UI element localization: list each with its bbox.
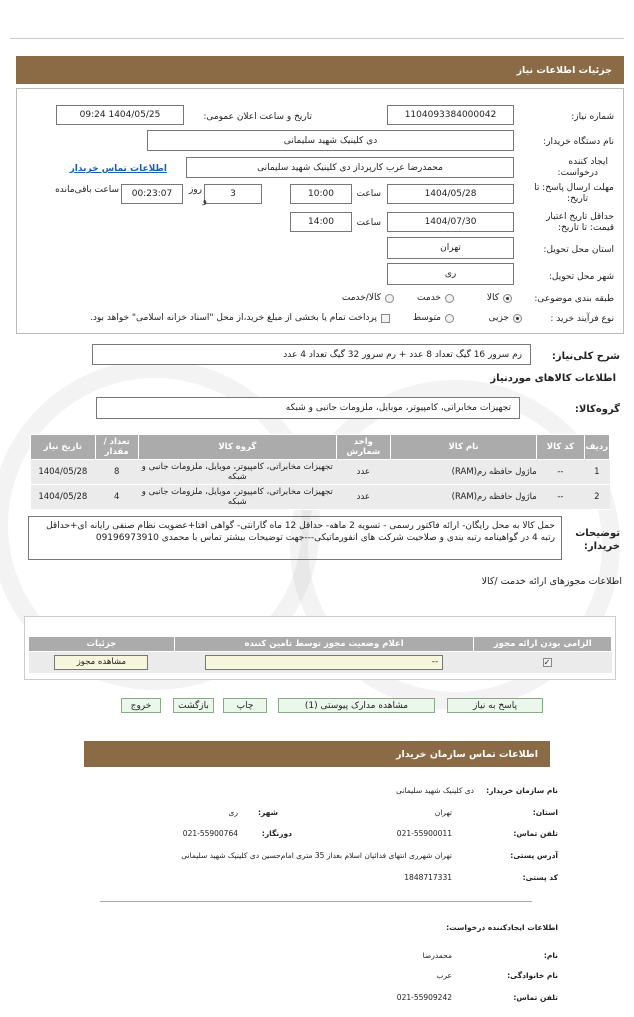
- process-option-partial-label: جزیی: [488, 313, 509, 323]
- contact-divider: [100, 901, 532, 902]
- cell-qty: 4: [95, 485, 138, 510]
- contact-city-value: ری: [228, 808, 238, 817]
- buyer-org-field: دی کلینیک شهید سلیمانی: [147, 130, 514, 151]
- city-label: شهر محل تحویل:: [548, 272, 614, 282]
- col-permit-details: جزئیات: [29, 637, 175, 652]
- category-option-service-label: خدمت: [417, 293, 441, 303]
- cell-code: --: [537, 485, 584, 510]
- address-value: تهران شهرری انتهای فدائیان اسلام بعداز 35 متری امام‌حسین دی کلینیک شهید سلیمانی: [181, 851, 452, 860]
- category-option-goods[interactable]: [487, 293, 512, 303]
- deadline-date-field: 1404/05/28: [387, 184, 514, 204]
- contact-section-title: اطلاعات تماس سازمان خریدار: [395, 748, 538, 760]
- validity-label-2: قیمت: تا تاریخ:: [558, 223, 614, 233]
- creator-label-1: ایجاد کننده: [568, 157, 608, 167]
- contact-phone-label: تلفن تماس:: [513, 829, 558, 838]
- cell-code: --: [537, 460, 584, 485]
- permit-status-field: --: [205, 655, 443, 670]
- cell-date: 1404/05/28: [31, 485, 96, 510]
- radio-icon: [445, 294, 454, 303]
- city-field: ری: [387, 263, 514, 285]
- need-number-label: شماره نیاز:: [571, 112, 614, 122]
- col-qty: تعداد / مقدار: [95, 435, 138, 460]
- cell-row: 2: [584, 485, 609, 510]
- buyer-notes-box: حمل کالا به محل رایگان- ارائه فاکتور رسمی - تسویه 2 ماهه- حداقل 12 ماه گارانتی- گواهی افتا+عضویت نظام صنفی رایانه ای+حداقل رتبه 4 در گواهینامه رتبه بندی و صلاحیت شرکت های انفورماتیکی---جهت توضیحات بیشتر تماس با محمدی 09196973910: [28, 516, 562, 560]
- col-group: گروه کالا: [138, 435, 336, 460]
- validity-label-1: حداقل تاریخ اعتبار: [546, 212, 614, 222]
- cell-permit-details: [29, 652, 175, 674]
- cell-unit: عدد: [336, 460, 390, 485]
- cell-row: 1: [584, 460, 609, 485]
- days-remaining-field: 3: [204, 184, 262, 204]
- buyer-notes-label-2: خریدار:: [583, 541, 620, 552]
- validity-time-field: 14:00: [290, 212, 352, 232]
- need-number-field: 1104093384000042: [387, 105, 514, 125]
- top-divider: [10, 38, 624, 39]
- deadline-time-field: 10:00: [290, 184, 352, 204]
- deadline-label-2: تاریخ:: [567, 194, 588, 204]
- process-option-partial[interactable]: [488, 313, 522, 323]
- contact-province-label: استان:: [532, 808, 558, 817]
- validity-date-field: 1404/07/30: [387, 212, 514, 232]
- province-field: تهران: [387, 237, 514, 259]
- checkbox-icon: [381, 314, 390, 323]
- treasury-payment-option[interactable]: [90, 313, 390, 323]
- creator-field: محمدرضا عرب کارپرداز دی کلینیک شهید سلیمانی: [186, 157, 514, 178]
- fax-value: 021-55900764: [182, 829, 238, 838]
- postal-code-label: کد پستی:: [522, 873, 558, 882]
- exit-button[interactable]: خروج: [121, 698, 161, 713]
- radio-selected-icon: [513, 314, 522, 323]
- summary-label: شرح کلی‌نیاز:: [551, 351, 620, 362]
- col-unit: واحد شمارش: [336, 435, 390, 460]
- days-label: روز: [188, 185, 202, 195]
- announce-field: 1404/05/25 09:24: [56, 105, 184, 125]
- cell-permit-status: [174, 652, 474, 674]
- contact-city-label: شهر:: [258, 808, 278, 817]
- cell-qty: 8: [95, 460, 138, 485]
- buyer-contact-link[interactable]: اطلاعات تماس خریدار: [69, 164, 167, 174]
- cell-name: ماژول حافظه رم(RAM): [390, 485, 536, 510]
- col-date: تاریخ نیاز: [31, 435, 96, 460]
- cell-date: 1404/05/28: [31, 460, 96, 485]
- radio-icon: [385, 294, 394, 303]
- page-header: [16, 56, 624, 84]
- deadline-time-label: ساعت: [356, 189, 381, 199]
- view-permit-button[interactable]: مشاهده مجوز: [54, 655, 148, 670]
- contact-section-header: [84, 741, 550, 767]
- buyer-org-label: نام دستگاه خریدار:: [543, 137, 614, 147]
- checked-checkbox-icon: ✓: [543, 657, 551, 667]
- category-option-service[interactable]: [417, 293, 454, 303]
- col-name: نام کالا: [390, 435, 536, 460]
- creator-section-title: اطلاعات ایجادکننده درخواست:: [446, 923, 558, 932]
- and-label: و: [202, 196, 207, 206]
- creator-family-value: عرب: [436, 971, 452, 980]
- creator-family-label: نام خانوادگی:: [507, 971, 558, 980]
- print-button[interactable]: چاپ: [223, 698, 267, 713]
- group-label: گروه‌کالا:: [574, 404, 620, 415]
- cell-name: ماژول حافظه رم(RAM): [390, 460, 536, 485]
- creator-name-value: محمدرضا: [422, 951, 452, 960]
- postal-code-value: 1848717331: [404, 873, 452, 882]
- treasury-payment-note: پرداخت تمام یا بخشی از مبلغ خرید،از محل "اسناد خزانه اسلامی" خواهد بود.: [89, 313, 377, 323]
- process-option-medium-label: متوسط: [412, 313, 441, 323]
- col-code: کد کالا: [537, 435, 584, 460]
- contact-phone-value: 021-55900011: [396, 829, 452, 838]
- buyer-notes-label-1: توضیحات: [575, 528, 620, 539]
- page-header-title: جزئیات اطلاعات نیاز: [516, 64, 612, 76]
- reply-button[interactable]: پاسخ به نیاز: [447, 698, 543, 713]
- group-field: تجهیزات مخابراتی، کامپیوتر، موبایل، ملزومات جانبی و شبکه: [96, 397, 520, 419]
- deadline-label-1: مهلت ارسال پاسخ: تا: [534, 183, 614, 193]
- cell-permit-required: [474, 652, 612, 674]
- col-row: ردیف: [584, 435, 609, 460]
- radio-icon: [445, 314, 454, 323]
- province-label: استان محل تحویل:: [543, 245, 614, 255]
- creator-label-2: درخواست:: [557, 168, 598, 178]
- category-option-goods-service-label: کالا/خدمت: [341, 293, 381, 303]
- goods-section-title: اطلاعات کالاهای موردنیاز: [490, 373, 616, 384]
- back-button[interactable]: بازگشت: [173, 698, 214, 713]
- col-permit-required: الزامی بودن ارائه مجوز: [474, 637, 612, 652]
- category-option-goods-label: کالا: [486, 293, 499, 303]
- creator-name-label: نام:: [543, 951, 558, 960]
- validity-time-label: ساعت: [356, 218, 381, 228]
- org-value: دی کلینیک شهید سلیمانی: [396, 786, 474, 795]
- radio-selected-icon: [503, 294, 512, 303]
- creator-phone-value: 021-55909242: [396, 993, 452, 1002]
- remaining-time-label: ساعت باقی‌مانده: [55, 185, 119, 195]
- col-permit-status: اعلام وضعیت مجوز توسط تامین کننده: [174, 637, 474, 652]
- table-row: [29, 652, 612, 674]
- creator-phone-label: تلفن تماس:: [513, 993, 558, 1002]
- permits-table: [28, 636, 612, 674]
- remaining-time-field: 00:23:07: [121, 184, 183, 204]
- table-row: [31, 460, 610, 485]
- category-label: طبقه بندی موضوعی:: [534, 294, 614, 304]
- permits-title: اطلاعات مجوزهای ارائه خدمت /کالا: [481, 576, 622, 587]
- cell-group: تجهیزات مخابراتی، کامپیوتر، موبایل، ملزومات جانبی و شبکه: [138, 460, 336, 485]
- address-label: آدرس پستی:: [510, 851, 558, 860]
- fax-label: دورنگار:: [261, 829, 292, 838]
- goods-table: [30, 434, 610, 510]
- view-attachments-button[interactable]: مشاهده مدارک پیوستی (1): [278, 698, 435, 713]
- summary-field: رم سرور 16 گیگ تعداد 8 عدد + رم سرور 32 گیگ تعداد 4 عدد: [92, 344, 531, 365]
- cell-unit: عدد: [336, 485, 390, 510]
- announce-label: تاریخ و ساعت اعلان عمومی:: [203, 112, 312, 122]
- contact-province-value: تهران: [434, 808, 452, 817]
- org-label: نام سازمان خریدار:: [486, 786, 558, 795]
- process-label: نوع فرآیند خرید :: [550, 314, 614, 324]
- process-option-medium[interactable]: [413, 313, 454, 323]
- cell-group: تجهیزات مخابراتی، کامپیوتر، موبایل، ملزومات جانبی و شبکه: [138, 485, 336, 510]
- table-row: [31, 485, 610, 510]
- category-option-goods-service[interactable]: [342, 293, 394, 303]
